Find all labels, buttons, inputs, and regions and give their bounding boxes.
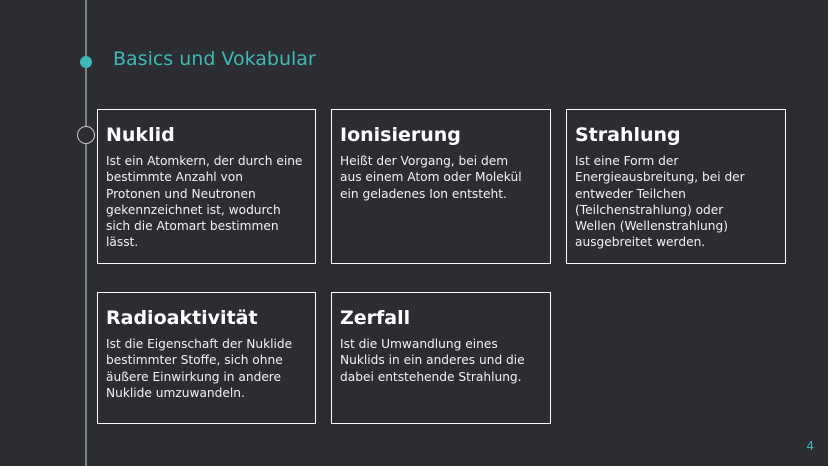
timeline-ring xyxy=(77,126,95,144)
card-title: Radioaktivität xyxy=(106,307,258,329)
card-strahlung xyxy=(566,109,786,264)
card-nuklid xyxy=(97,109,316,264)
card-ionisierung xyxy=(331,109,551,264)
page-number: 4 xyxy=(806,439,814,453)
card-text: Ist eine Form der Energieausbreitung, bei der entweder Teilchen (Teilchenstrahlung) oder Wellen (Wellenstrahlung) ausgebreitet werden. xyxy=(575,154,745,250)
slide-title: Basics und Vokabular xyxy=(113,48,316,70)
card-radioaktivitaet xyxy=(97,292,316,424)
card-zerfall xyxy=(331,292,551,424)
card-text: Heißt der Vorgang, bei dem aus einem Atom oder Molekül ein geladenes Ion entsteht. xyxy=(340,154,522,201)
timeline-line xyxy=(85,0,87,466)
card-text: Ist ein Atomkern, der durch eine bestimmte Anzahl von Protonen und Neutronen gekennzeichnet ist, wodurch sich die Atomart bestimmen lässt. xyxy=(106,154,303,250)
card-text: Ist die Eigenschaft der Nuklide bestimmter Stoffe, sich ohne äußere Einwirkung in andere Nuklide umzuwandeln. xyxy=(106,337,293,400)
card-title: Nuklid xyxy=(106,124,175,146)
card-title: Ionisierung xyxy=(340,124,461,146)
card-title: Strahlung xyxy=(575,124,681,146)
card-title: Zerfall xyxy=(340,307,411,329)
card-text: Ist die Umwandlung eines Nuklids in ein anderes und die dabei entstehende Strahlung. xyxy=(340,337,525,384)
timeline-dot xyxy=(80,56,92,68)
